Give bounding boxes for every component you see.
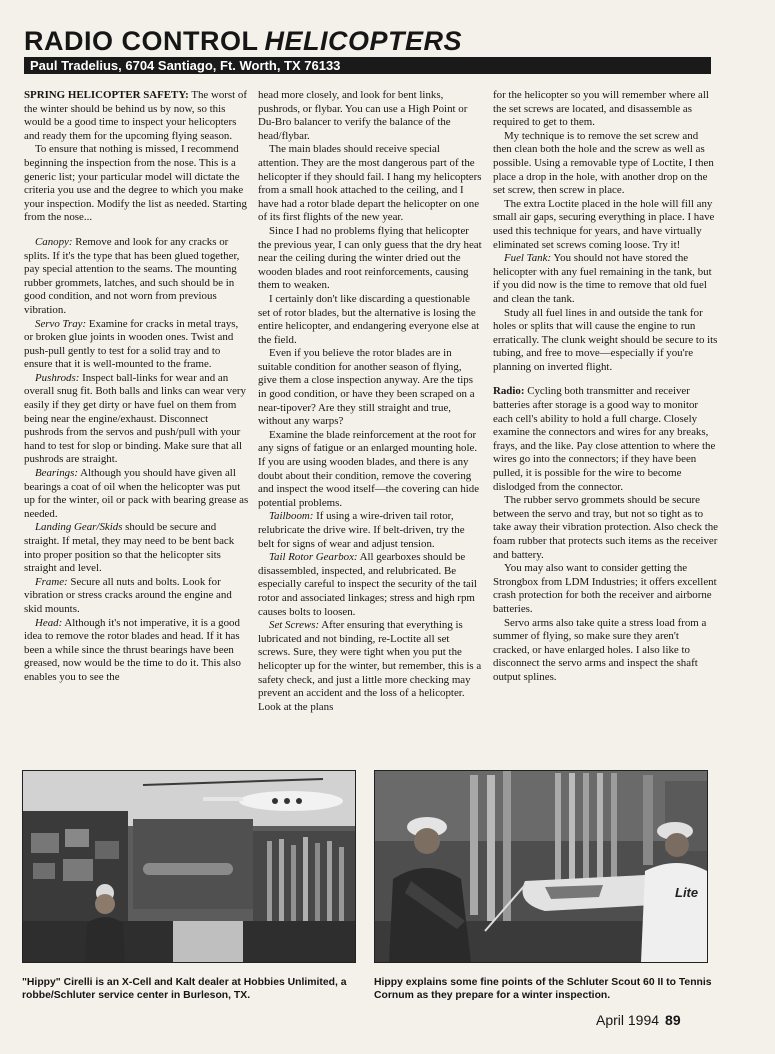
item-label: Tail Rotor Gearbox: xyxy=(269,551,358,564)
canopy-item: Canopy: Remove and look for any cracks or splits. If it's the type that has been glued together, pay special attention to the seams. The mounting rubber grommets, latches, and such should be in good condition, and not worn from previous vibration. xyxy=(24,235,240,316)
section-heading-safety: SPRING HELICOPTER SAFETY: xyxy=(24,89,189,101)
photo-inspection xyxy=(374,770,708,963)
paragraph: The extra Loctite placed in the hole will fill any small air gaps, securing everything in place. I have used this technique for years, and have virtually eliminated set screws coming loose. Try it! xyxy=(493,197,715,251)
column-2 xyxy=(258,89,483,739)
title-accent: HELICOPTERS xyxy=(264,26,463,56)
paragraph: I certainly don't like discarding a questionable set of rotor blades, but the alternative is losing the entire helicopter, and endangering everyone else at the field. xyxy=(258,292,480,346)
author-byline: Paul Tradelius, 6704 Santiago, Ft. Worth, TX 76133 xyxy=(24,57,711,74)
article-title xyxy=(24,24,462,58)
paragraph: Study all fuel lines in and outside the tank for holes or splits that will cause the engine to run erratically. The clunk weight should be secure to its tubing, and free to move—especially if you're planning on inverted flight. xyxy=(493,306,718,373)
photo-hobby-shop-drawing xyxy=(23,771,355,962)
page-footer xyxy=(596,1012,681,1028)
item-label: Bearings: xyxy=(35,467,78,480)
pushrods-item: Pushrods: Inspect ball-links for wear and an overall snug fit. Both balls and links can wear very easily if they get dirty or have fuel on them from being near the engine/exhaust. Disconnect pushrods from the servos and push/pull with your hand to test for slop or binding. Make sure that all pushrods are straight. xyxy=(24,371,246,466)
page-number: 89 xyxy=(665,1012,681,1028)
paragraph: The rubber servo grommets should be secure between the servo and tray, but not so tight as to take away their vibration protection. Also check the foam rubber that protects such items as the receiver and battery. xyxy=(493,494,718,561)
item-label: Pushrods: xyxy=(35,371,80,384)
paragraph: My technique is to remove the set screw and then clean both the hole and the screw as well as possible. Using a removable type of Loctite, I then place a drop in the hole, with another drop on the set screw, then screw in place. xyxy=(493,129,714,197)
bearings-item: Bearings: Although you should have given all bearings a coat of oil when the helicopter was put up for the winter, oil or pack with bearing grease as needed. xyxy=(24,467,249,520)
tailboom-item: Tailboom: If using a wire-driven tail rotor, relubricate the drive wire. If belt-driven, try the belt for signs of wear and adjust tension. xyxy=(258,510,465,550)
photo-caption-1: "Hippy" Cirelli is an X-Cell and Kalt dealer at Hobbies Unlimited, a robbe/Schluter service center in Burleson, TX. xyxy=(22,977,347,1001)
paragraph: Examine the blade reinforcement at the root for any signs of fatigue or an enlarged mounting hole. If you are using wooden blades, and there is any doubt about their condition, remove the covering and inspect the wood itself—the covering can hide potential problems. xyxy=(258,428,480,509)
photo-inspection-drawing xyxy=(375,771,707,962)
intro-paragraph: SPRING HELICOPTER SAFETY: The worst of the winter should be behind us by now, so this would be a good time to inspect your helicopters and ready them for the upcoming flying season. xyxy=(24,89,247,142)
item-label: Fuel Tank: xyxy=(504,252,552,265)
column-3 xyxy=(493,89,718,739)
item-label: Landing Gear/Skids xyxy=(35,521,123,534)
landing-gear-item: Landing Gear/Skids should be secure and straight. If metal, they may need to be bent back into proper position so that the helicopter sits straight and level. xyxy=(24,521,235,575)
paragraph: To ensure that nothing is missed, I recommend beginning the inspection from the nose. This is a generic list; your particular model will dictate the criteria you use and the degree to which you make your inspection. Modify the list as needed. Starting from the nose... xyxy=(24,143,247,224)
item-label: Canopy: xyxy=(35,235,73,248)
issue-date: April 1994 xyxy=(596,1012,660,1028)
frame-item: Frame: Secure all nuts and bolts. Look for vibration or stress cracks around the engine and skid mounts. xyxy=(24,575,232,615)
head-item: Head: Although it's not imperative, it is a good idea to remove the rotor blades and head. If it has been a while since the thrust bearings have been greased, now would be the time to do it. This also enables you to see the xyxy=(24,616,241,683)
set-screws-item: Set Screws: After ensuring that everything is lubricated and not binding, re-Loctite all set screws. Sure, they were tight when you put the helicopter up for the winter, but remember, this is a safety check, and just a little more checking may prevent an accident and the loss of a helicopter. Look at the plans xyxy=(258,619,482,713)
section-heading-radio: Radio: xyxy=(493,385,525,398)
paragraph: head more closely, and look for bent links, pushrods, or flybar. You can use a High Point or Du-Bro balancer to verify the balance of the head/flybar. xyxy=(258,89,468,142)
paragraph: You may also want to consider getting the Strongbox from LDM Industries; it offers excellent crash protection for both the receiver and airborne batteries. xyxy=(493,562,717,615)
paragraph: for the helicopter so you will remember where all the set screws are located, and disassemble as required to get to them. xyxy=(493,89,709,129)
item-label: Servo Tray: xyxy=(35,317,87,330)
photo-hobby-shop xyxy=(22,770,356,963)
fuel-tank-item: Fuel Tank: You should not have stored the helicopter with any fuel remaining in the tank, but if you did now is the time to remove that old fuel and clean the tank. xyxy=(493,252,712,305)
paragraph: The main blades should receive special attention. They are the most dangerous part of the helicopter if they should fail. I hang my helicopters from a small hook attached to the ceiling, and I have had a rotor blade depart the helicopter on one of its first flights of the new year. xyxy=(258,143,482,224)
servo-tray-item: Servo Tray: Examine for cracks in metal trays, or broken glue joints in wooden ones. Twist and push-pull gently to test for a solid tray and to ensure that it is well-mounted to the frame. xyxy=(24,317,239,371)
item-label: Head: xyxy=(35,616,63,629)
item-label: Tailboom: xyxy=(269,510,314,523)
gearbox-item: Tail Rotor Gearbox: All gearboxes should be disassembled, inspected, and relubricated. Be especially careful to inspect the security of the tail rotor and associated linkages; stress and high rpm causes bolts to loosen. xyxy=(258,551,477,618)
photo-caption-2: Hippy explains some fine points of the Schluter Scout 60 II to Tennis Cornum as they prepare for a winter inspection. xyxy=(374,977,712,1001)
paragraph: Since I had no problems flying that helicopter the previous year, I can only guess that the dry heat near the ceiling during the winter dried out the wooden blades and root reinforcements, causing them to weaken. xyxy=(258,224,482,292)
item-label: Set Screws: xyxy=(269,619,320,632)
title-main: RADIO CONTROL xyxy=(24,26,259,56)
radio-section: Radio: Cycling both transmitter and receiver batteries after storage is a good way to monitor each cell's ability to hold a full charge. Closely examine the connectors and wires for any breaks, frays, and the like. Pay close attention to where the wires go into the connectors; if they have been pulled, it is possible for the wire to become dislodged from the connector. xyxy=(493,385,716,493)
paragraph: Even if you believe the rotor blades are in suitable condition for another season of flying, give them a close inspection anyway. Are the tips in good condition, or have they been scraped on a near-tipover? Are they still straight and true, without any warps? xyxy=(258,347,475,428)
paragraph: Servo arms also take quite a stress load from a summer of flying, so make sure they aren't cracked, or have enlarged holes. I also like to disconnect the servo arms and inspect the shaft output splines. xyxy=(493,616,707,683)
column-1 xyxy=(24,89,249,739)
shirt-print: Lite xyxy=(675,885,699,900)
item-label: Frame: xyxy=(35,575,68,588)
